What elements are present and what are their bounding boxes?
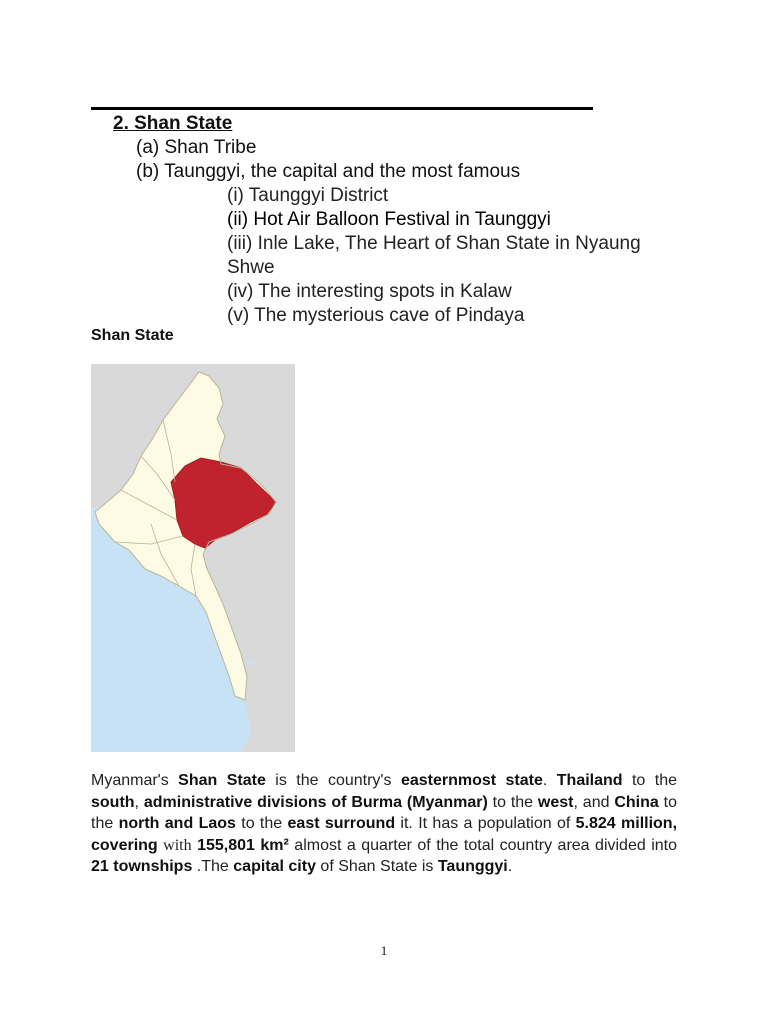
- section-heading: 2. Shan State: [113, 113, 233, 134]
- text-run-bold: Thailand: [556, 772, 623, 789]
- text-run-bold: 5.824 million, covering: [91, 815, 678, 854]
- page-number: 1: [380, 943, 388, 958]
- text-run-serif: with: [163, 836, 192, 854]
- outline-item-iv: (iv) The interesting spots in Kalaw: [227, 281, 512, 302]
- text-run-bold: Shan State: [178, 772, 266, 789]
- text-run-bold: capital city: [233, 858, 316, 875]
- text-run: Myanmar's: [91, 772, 179, 789]
- text-run: to the: [235, 815, 288, 832]
- text-run: to the: [622, 772, 678, 789]
- text-run-bold: west: [537, 793, 574, 811]
- description-paragraph: [91, 770, 677, 878]
- text-run: .The: [192, 858, 234, 875]
- text-run-bold: Taunggyi: [437, 858, 508, 875]
- text-run-bold: 21 townships: [91, 858, 193, 875]
- text-run-bold: south: [91, 793, 135, 811]
- text-run: to the: [487, 793, 538, 811]
- heading-rule: [91, 107, 593, 110]
- text-run-bold: China: [614, 793, 659, 811]
- text-run: it. It has a population of: [395, 815, 576, 832]
- outline-item-i: (i) Taunggyi District: [227, 185, 389, 206]
- text-run-bold: 155,801 km²: [197, 836, 289, 854]
- outline-item-v: (v) The mysterious cave of Pindaya: [227, 305, 525, 326]
- text-run: .: [507, 858, 513, 875]
- outline-item-b: (b) Taunggyi, the capital and the most famous: [136, 161, 521, 182]
- text-run-bold: easternmost state: [400, 772, 543, 789]
- text-run: of Shan State is: [315, 858, 438, 875]
- shan-state-map: [91, 364, 295, 752]
- text-run: , and: [573, 793, 615, 811]
- text-run: almost a quarter of the total country area divided into: [288, 836, 678, 854]
- outline-item-iii-cont: Shwe: [227, 257, 275, 278]
- text-run-bold: east surround: [287, 815, 396, 832]
- outline-item-iii: (iii) Inle Lake, The Heart of Shan State in Nyaung: [227, 233, 641, 254]
- outline-item-a: (a) Shan Tribe: [136, 137, 257, 158]
- text-run: to the: [91, 793, 677, 832]
- text-run: ,: [134, 793, 144, 811]
- text-run-bold: north and Laos: [118, 815, 236, 832]
- outline-item-ii: (ii) Hot Air Balloon Festival in Taunggyi: [227, 209, 551, 230]
- text-run-bold: administrative divisions of Burma (Myanmar): [143, 793, 488, 811]
- text-run: .: [542, 772, 557, 789]
- text-run: is the country's: [265, 772, 401, 789]
- map-caption: Shan State: [91, 327, 174, 344]
